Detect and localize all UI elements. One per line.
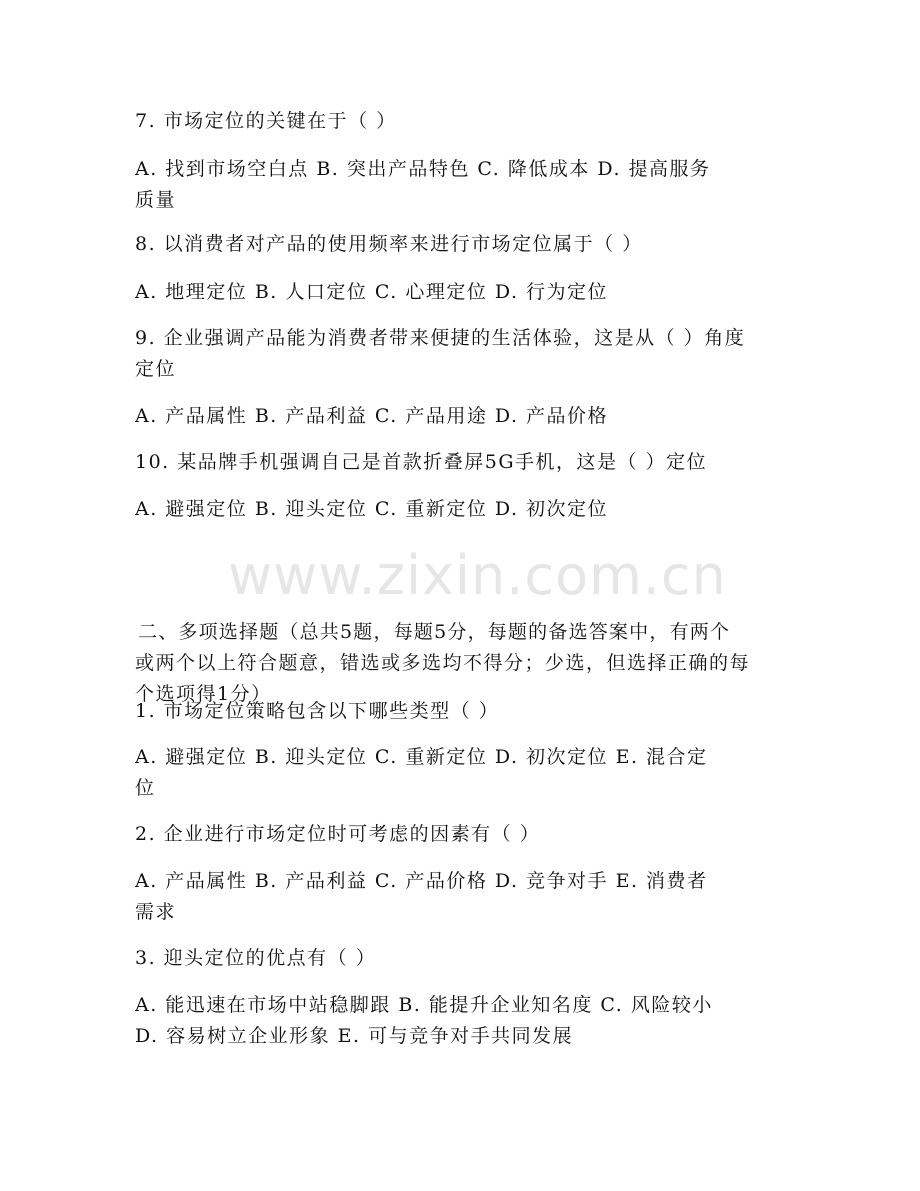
question-10: 10. 某品牌手机强调自己是首款折叠屏5G手机，这是（ ）定位 (135, 451, 708, 473)
section-heading-line-2: 或两个以上符合题意，错选或多选均不得分；少选，但选择正确的每 (135, 652, 751, 674)
multi-question-2-options-cont: 需求 (135, 901, 177, 923)
multi-question-1: 1. 市场定位策略包含以下哪些类型（ ） (135, 700, 500, 722)
multi-question-1-options: A. 避强定位 B. 迎头定位 C. 重新定位 D. 初次定位 E. 混合定 (135, 746, 708, 768)
multi-question-2: 2. 企业进行市场定位时可考虑的因素有（ ） (135, 823, 541, 845)
multi-question-1-options-cont: 位 (135, 777, 156, 799)
multi-question-3-options-cont: D. 容易树立企业形象 E. 可与竞争对手共同发展 (135, 1025, 574, 1047)
section-heading: 二、多项选择题（总共5题，每题5分，每题的备选答案中，有两个 (138, 621, 731, 643)
question-9-options: A. 产品属性 B. 产品利益 C. 产品用途 D. 产品价格 (135, 405, 609, 427)
question-7-options-cont: 质量 (135, 189, 177, 211)
multi-question-2-options: A. 产品属性 B. 产品利益 C. 产品价格 D. 竞争对手 E. 消费者 (135, 870, 708, 892)
question-9: 9. 企业强调产品能为消费者带来便捷的生活体验，这是从（ ）角度 (135, 327, 746, 349)
question-9-cont: 定位 (135, 358, 177, 380)
multi-question-3-options: A. 能迅速在市场中站稳脚跟 B. 能提升企业知名度 C. 风险较小 (135, 994, 713, 1016)
watermark: www.zixin.com.cn (228, 544, 727, 607)
question-7-options: A. 找到市场空白点 B. 突出产品特色 C. 降低成本 D. 提高服务 (135, 158, 711, 180)
question-7: 7. 市场定位的关键在于（ ） (135, 110, 397, 132)
multi-question-3: 3. 迎头定位的优点有（ ） (135, 947, 377, 969)
question-8: 8. 以消费者对产品的使用频率来进行市场定位属于（ ） (135, 233, 643, 255)
question-8-options: A. 地理定位 B. 人口定位 C. 心理定位 D. 行为定位 (135, 281, 609, 303)
question-10-options: A. 避强定位 B. 迎头定位 C. 重新定位 D. 初次定位 (135, 498, 609, 520)
section-heading-line-3: 个选项得1分） (135, 683, 272, 705)
